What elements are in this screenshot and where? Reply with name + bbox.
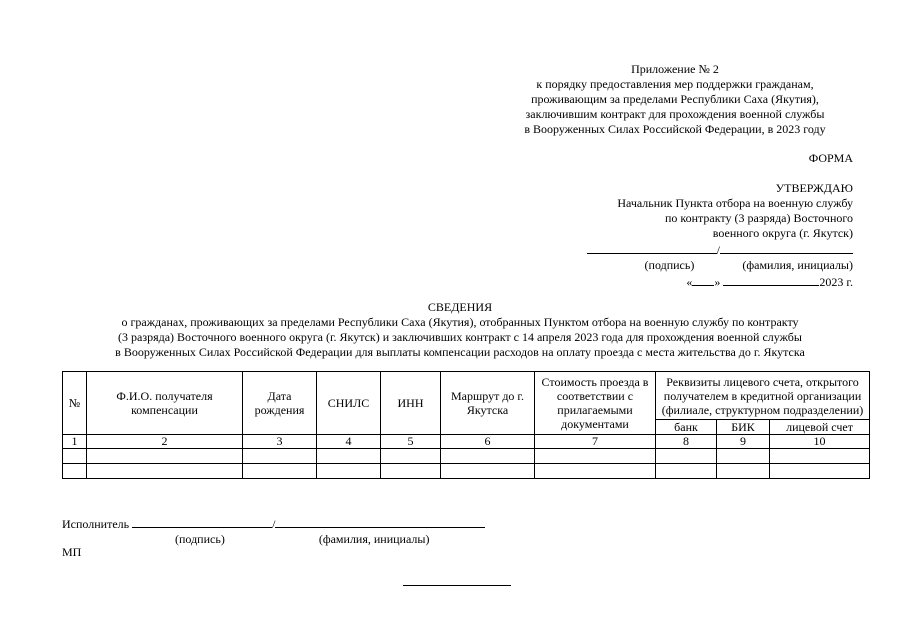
header-fio: Ф.И.О. получателя компенсации bbox=[87, 372, 243, 435]
column-number: 1 bbox=[63, 435, 87, 449]
table-cell bbox=[441, 464, 535, 479]
signature-blank bbox=[587, 241, 717, 254]
table-cell bbox=[317, 449, 381, 464]
year-suffix: 2023 г. bbox=[819, 275, 853, 289]
date-quote-close: » bbox=[714, 275, 721, 289]
executor-row bbox=[62, 515, 562, 532]
appendix-line: Приложение № 2 bbox=[631, 62, 719, 76]
table-cell bbox=[87, 464, 243, 479]
month-blank bbox=[723, 273, 819, 286]
table-cell bbox=[381, 449, 441, 464]
approval-position-line: по контракту (3 разряда) Восточного bbox=[664, 211, 853, 225]
header-route: Маршрут до г. Якутска bbox=[441, 372, 535, 435]
approval-position-line: военного округа (г. Якутск) bbox=[712, 226, 853, 240]
table-cell bbox=[317, 464, 381, 479]
table-cell bbox=[441, 449, 535, 464]
table-row bbox=[63, 449, 870, 464]
appendix-line: в Вооруженных Силах Российской Федерации, в 2023 году bbox=[524, 122, 826, 136]
column-number: 10 bbox=[770, 435, 870, 449]
appendix-header bbox=[480, 62, 870, 137]
date-quote-open: « bbox=[686, 275, 693, 289]
approval-signature-row bbox=[587, 241, 853, 258]
table-cell bbox=[770, 464, 870, 479]
stamp-label: МП bbox=[62, 545, 82, 559]
bottom-divider bbox=[403, 585, 511, 586]
approval-block bbox=[587, 181, 853, 290]
table-cell bbox=[63, 464, 87, 479]
executor-block bbox=[62, 515, 562, 547]
header-number: № bbox=[63, 372, 87, 435]
approval-captions-row bbox=[587, 258, 853, 273]
table-cell bbox=[381, 464, 441, 479]
table-cell bbox=[63, 449, 87, 464]
column-number: 5 bbox=[381, 435, 441, 449]
approval-date-row bbox=[587, 273, 853, 290]
table-header-row bbox=[63, 372, 870, 420]
table-cell bbox=[656, 449, 717, 464]
appendix-line: проживающим за пределами Республики Саха (Якутия), bbox=[531, 92, 819, 106]
column-number-row bbox=[63, 435, 870, 449]
table-cell bbox=[243, 449, 317, 464]
column-number: 8 bbox=[656, 435, 717, 449]
name-caption: (фамилия, инициалы) bbox=[742, 258, 853, 272]
approval-heading: УТВЕРЖДАЮ bbox=[775, 181, 853, 195]
table-cell bbox=[656, 464, 717, 479]
column-number: 6 bbox=[441, 435, 535, 449]
table-cell bbox=[535, 449, 656, 464]
document-subtitle-line: (3 разряда) Восточного военного округа (г. Якутск) и заключивших контракт с 14 апреля 2023 года для прохождения военной службы bbox=[118, 330, 802, 344]
column-number: 2 bbox=[87, 435, 243, 449]
document-subtitle-line: в Вооруженных Силах Российской Федерации для выплаты компенсации расходов на оплату проезда с места жительства до г. Якутска bbox=[115, 345, 805, 359]
executor-signature-blank bbox=[132, 515, 272, 528]
appendix-line: заключившим контракт для прохождения военной службы bbox=[525, 107, 825, 121]
name-blank bbox=[720, 241, 853, 254]
table-cell bbox=[770, 449, 870, 464]
column-number: 3 bbox=[243, 435, 317, 449]
header-bik: БИК bbox=[717, 420, 770, 435]
table-cell bbox=[717, 449, 770, 464]
table-cell bbox=[87, 449, 243, 464]
header-account: лицевой счет bbox=[770, 420, 870, 435]
executor-label: Исполнитель bbox=[62, 517, 130, 531]
document-title-block bbox=[40, 300, 880, 360]
table-row bbox=[63, 464, 870, 479]
header-inn: ИНН bbox=[381, 372, 441, 435]
table-cell bbox=[717, 464, 770, 479]
executor-captions-row bbox=[62, 532, 562, 547]
header-snils: СНИЛС bbox=[317, 372, 381, 435]
executor-name-blank bbox=[275, 515, 485, 528]
header-bank: банк bbox=[656, 420, 717, 435]
day-blank bbox=[692, 273, 714, 286]
table-cell bbox=[535, 464, 656, 479]
document-title: СВЕДЕНИЯ bbox=[427, 300, 493, 314]
header-cost: Стоимость проезда в соответствии с прилагаемыми документами bbox=[535, 372, 656, 435]
table-cell bbox=[243, 464, 317, 479]
executor-signature-caption: (подпись) bbox=[175, 532, 225, 546]
signature-separator: / bbox=[716, 243, 720, 257]
approval-position-line: Начальник Пункта отбора на военную службу bbox=[617, 196, 853, 210]
column-number: 7 bbox=[535, 435, 656, 449]
header-birth-date: Дата рождения bbox=[243, 372, 317, 435]
appendix-line: к порядку предоставления мер поддержки гражданам, bbox=[536, 77, 814, 91]
header-requisites: Реквизиты лицевого счета, открытого получателем в кредитной организации (филиале, структурном подразделении) bbox=[656, 372, 870, 420]
column-number: 4 bbox=[317, 435, 381, 449]
compensation-table bbox=[62, 371, 870, 479]
signature-caption: (подпись) bbox=[644, 258, 695, 272]
form-label: ФОРМА bbox=[808, 151, 853, 165]
document-subtitle-line: о гражданах, проживающих за пределами Республики Саха (Якутия), отобранных Пунктом отбора на военную службу по контракту bbox=[121, 315, 799, 329]
executor-name-caption: (фамилия, инициалы) bbox=[318, 532, 430, 546]
executor-separator: / bbox=[272, 517, 276, 531]
column-number: 9 bbox=[717, 435, 770, 449]
